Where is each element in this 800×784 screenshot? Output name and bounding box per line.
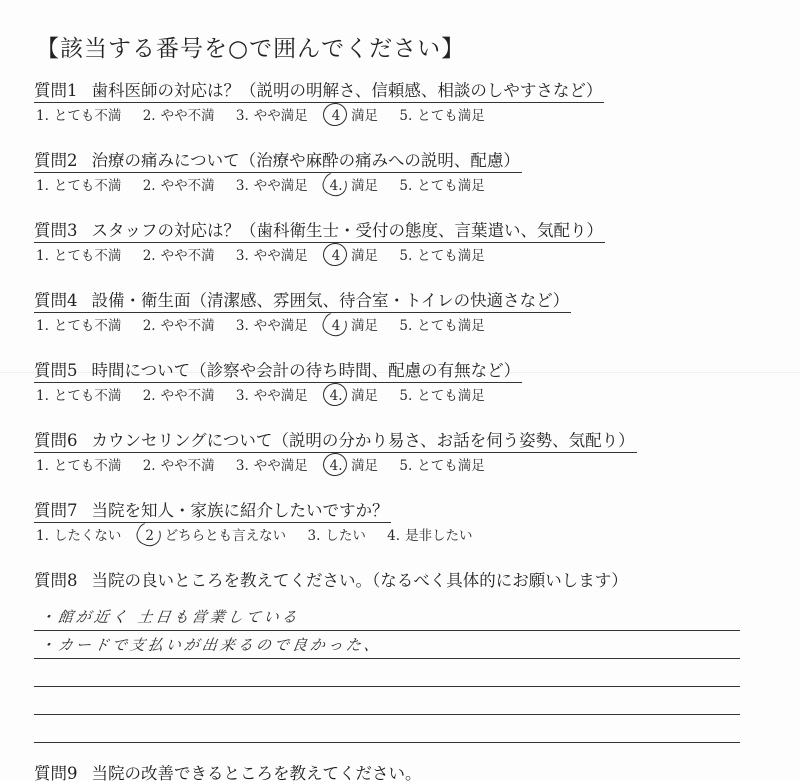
option-4[interactable]: 4. 是非したい (387, 528, 473, 544)
answer-line-2[interactable] (34, 631, 740, 659)
option-1[interactable]: 1. とても不満 (36, 108, 122, 124)
question-number: 質問4 (34, 291, 78, 310)
question-text: 当院の改善できるところを教えてください。 (91, 764, 422, 783)
question-text: スタッフの対応は？（歯科衛生士・受付の態度、言葉遣い、気配り） (91, 221, 603, 240)
hand-drawn-circle (321, 381, 349, 408)
option-1[interactable]: 1. したくない (36, 528, 122, 544)
question-text: 設備・衛生面（清潔感、雰囲気、待合室・トイレの快適さなど） (91, 291, 570, 310)
question-text: 歯科医師の対応は？（説明の明解さ、信頼感、相談のしやすさなど） (91, 81, 603, 100)
option-4-selected[interactable]: 4. 満足 (329, 456, 378, 476)
option-5[interactable]: 5. とても満足 (399, 388, 485, 404)
question-text: 当院の良いところを教えてください。（なるべく具体的にお願いします） (91, 571, 628, 590)
answer-line-4[interactable] (34, 687, 740, 715)
answer-line-5[interactable] (34, 715, 740, 743)
handwritten-answer: ・館が近く 土日も営業している (38, 608, 301, 626)
question-9 (34, 760, 422, 784)
question-2 (34, 150, 522, 196)
option-3[interactable]: 3. やや満足 (235, 388, 308, 404)
option-4-selected[interactable]: 4. 満足 (329, 386, 378, 406)
question-text: 時間について（診察や会計の待ち時間、配慮の有無など） (91, 361, 521, 380)
hand-drawn-circle (133, 519, 164, 550)
question-title (34, 290, 571, 313)
question-number: 質問5 (34, 361, 78, 380)
option-5[interactable]: 5. とても満足 (399, 458, 485, 474)
option-4-selected[interactable]: 4 満足 (329, 106, 378, 126)
question-7 (34, 500, 488, 546)
question-number: 質問8 (34, 571, 78, 590)
question-number: 質問2 (34, 151, 78, 170)
option-3[interactable]: 3. やや満足 (235, 178, 308, 194)
option-2[interactable]: 2. やや不満 (142, 388, 215, 404)
question-title (34, 570, 630, 592)
option-5[interactable]: 5. とても満足 (399, 178, 485, 194)
question-title (34, 360, 522, 383)
option-3[interactable]: 3. したい (307, 528, 366, 544)
option-5[interactable]: 5. とても満足 (399, 318, 485, 334)
question-number: 質問9 (34, 764, 78, 783)
question-6 (34, 430, 637, 476)
option-4-selected[interactable]: 4. 満足 (329, 176, 378, 196)
question-title (34, 500, 391, 523)
option-row (34, 316, 571, 336)
option-row (34, 246, 605, 266)
option-row (34, 106, 604, 126)
option-1[interactable]: 1. とても不満 (36, 178, 122, 194)
question-title (34, 430, 637, 453)
option-1[interactable]: 1. とても不満 (36, 318, 122, 334)
hand-drawn-circle (321, 451, 349, 478)
question-number: 質問6 (34, 431, 78, 450)
answer-line-3[interactable] (34, 659, 740, 687)
answer-line-1[interactable] (34, 603, 740, 631)
option-1[interactable]: 1. とても不満 (36, 388, 122, 404)
option-2[interactable]: 2. やや不満 (142, 108, 215, 124)
option-3[interactable]: 3. やや満足 (235, 318, 308, 334)
option-5[interactable]: 5. とても満足 (399, 248, 485, 264)
question-1 (34, 80, 604, 126)
question-3 (34, 220, 605, 266)
question-number: 質問7 (34, 501, 78, 520)
option-1[interactable]: 1. とても不満 (36, 458, 122, 474)
hand-drawn-circle (321, 101, 349, 128)
handwritten-answer: ・カードで支払いが出来るので良かった、 (38, 636, 384, 654)
option-row (34, 526, 488, 546)
question-4 (34, 290, 571, 336)
question-title (34, 80, 604, 103)
question-text: カウンセリングについて（説明の分かり易さ、お話を伺う姿勢、気配り） (91, 431, 635, 450)
question-5 (34, 360, 522, 406)
question-number: 質問1 (34, 81, 78, 100)
option-5[interactable]: 5. とても満足 (399, 108, 485, 124)
question-title (34, 220, 605, 243)
option-3[interactable]: 3. やや満足 (235, 108, 308, 124)
hand-drawn-circle (321, 241, 349, 268)
instruction-header: 【該当する番号を○で囲んでください】 (36, 36, 466, 62)
hand-drawn-circle (319, 169, 350, 200)
question-text: 当院を知人・家族に紹介したいですか？ (91, 501, 389, 520)
option-3[interactable]: 3. やや満足 (235, 248, 308, 264)
option-4-selected[interactable]: 4 満足 (329, 246, 378, 266)
question-text: 治療の痛みについて（治療や麻酔の痛みへの説明、配慮） (91, 151, 520, 170)
answer-lines (34, 603, 740, 743)
question-title (34, 150, 522, 173)
option-2[interactable]: 2. やや不満 (142, 248, 215, 264)
option-2[interactable]: 2. やや不満 (142, 458, 215, 474)
option-1[interactable]: 1. とても不満 (36, 248, 122, 264)
option-row (34, 456, 637, 476)
option-2[interactable]: 2. やや不満 (142, 178, 215, 194)
option-row (34, 176, 522, 196)
option-row (34, 386, 522, 406)
option-2[interactable]: 2. やや不満 (142, 318, 215, 334)
hand-drawn-circle (319, 309, 350, 340)
question-8 (34, 570, 630, 592)
option-4-selected[interactable]: 4 満足 (329, 316, 378, 336)
option-2-selected[interactable]: 2 どちらとも言えない (143, 526, 287, 546)
question-number: 質問3 (34, 221, 78, 240)
option-3[interactable]: 3. やや満足 (235, 458, 308, 474)
